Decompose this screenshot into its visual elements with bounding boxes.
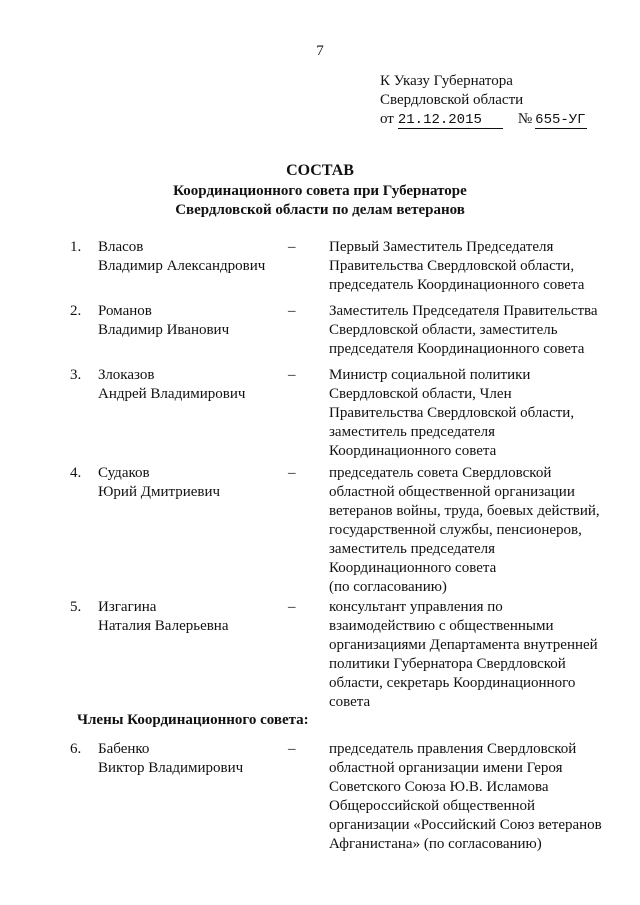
member-surname: Злоказов [98,367,155,383]
title-line-2: Координационного совета при Губернаторе [173,183,467,199]
member-dash: – [288,465,296,481]
role-line: Свердловской области, заместитель [329,322,558,338]
member-number: 3. [70,367,82,383]
member-role [329,464,619,597]
member-number: 5. [70,599,82,615]
member-surname: Власов [98,239,144,255]
member-role [329,302,619,359]
member-name [98,740,298,778]
role-line: Координационного совета [329,560,497,576]
decree-number: 655-УГ [535,112,586,128]
member-surname: Романов [98,303,152,319]
role-line: взаимодействию с общественными [329,618,554,634]
member-entry [0,366,575,461]
member-given-names: Виктор Владимирович [98,760,244,776]
member-dash: – [288,599,296,615]
member-given-names: Владимир Александрович [98,258,266,274]
member-entry [0,302,598,359]
role-line: организации «Российский Союз ветеранов [329,817,602,833]
member-number: 1. [70,239,82,255]
role-line: государственной службы, пенсионеров, [329,522,582,538]
member-given-names: Наталия Валерьевна [98,618,229,634]
role-line: политики Губернатора Свердловской [329,656,566,672]
decree-line-1: К Указу Губернатора [380,73,513,89]
member-given-names: Андрей Владимирович [98,386,246,402]
role-line: председатель правления Свердловской [329,741,577,757]
member-dash: – [288,367,296,383]
document-title [0,160,640,220]
member-surname: Изгагина [98,599,157,615]
role-line: совета [329,694,371,710]
role-line: Афганистана» (по согласованию) [329,836,542,852]
role-line: Министр социальной политики [329,367,531,383]
role-line: председатель совета Свердловской [329,465,552,481]
member-name [98,598,298,636]
page-number: 7 [316,43,324,59]
member-entry [0,464,600,597]
role-line: Первый Заместитель Председателя [329,239,554,255]
decree-line-2: Свердловской области [380,92,524,108]
role-line: Общероссийской общественной [329,798,536,814]
member-given-names: Владимир Иванович [98,322,230,338]
role-line: заместитель председателя [329,424,496,440]
decree-reference [380,72,610,129]
role-line: Координационного совета [329,443,497,459]
member-surname: Судаков [98,465,150,481]
member-given-names: Юрий Дмитриевич [98,484,221,500]
member-number: 4. [70,465,82,481]
number-sign: № [517,111,533,127]
role-line: Свердловской области, Член [329,386,512,402]
role-line: председатель Координационного совета [329,277,585,293]
member-number: 6. [70,741,82,757]
role-line: заместитель председателя [329,541,496,557]
member-role [329,366,619,461]
member-dash: – [288,303,296,319]
member-entry [0,238,585,295]
role-line: Советского Союза Ю.В. Исламова [329,779,549,795]
role-line: организациями Департамента внутренней [329,637,598,653]
section-heading: Члены Координационного совета: [77,712,309,728]
member-name [98,464,298,502]
member-name [98,366,298,404]
member-role [329,598,619,712]
decree-date-number-line [380,110,610,129]
role-line: ветеранов войны, труда, боевых действий, [329,503,600,519]
role-line: Правительства Свердловской области, [329,258,575,274]
member-dash: – [288,239,296,255]
title-main: СОСТАВ [286,162,354,179]
title-line-3: Свердловской области по делам ветеранов [175,202,465,218]
role-line: председателя Координационного совета [329,341,585,357]
role-line: областной общественной организации [329,484,575,500]
member-entry [0,740,602,854]
member-name [98,238,298,276]
role-line: области, секретарь Координационного [329,675,576,691]
member-name [98,302,298,340]
member-surname: Бабенко [98,741,150,757]
role-line: консультант управления по [329,599,503,615]
role-line: (по согласованию) [329,579,447,595]
role-line: областной организации имени Героя [329,760,563,776]
member-number: 2. [70,303,82,319]
date-prefix: от [380,111,394,127]
member-role [329,238,619,295]
role-line: Правительства Свердловской области, [329,405,575,421]
member-role [329,740,619,854]
member-entry [0,598,598,712]
role-line: Заместитель Председателя Правительства [329,303,598,319]
member-dash: – [288,741,296,757]
decree-date: 21.12.2015 [398,112,503,129]
